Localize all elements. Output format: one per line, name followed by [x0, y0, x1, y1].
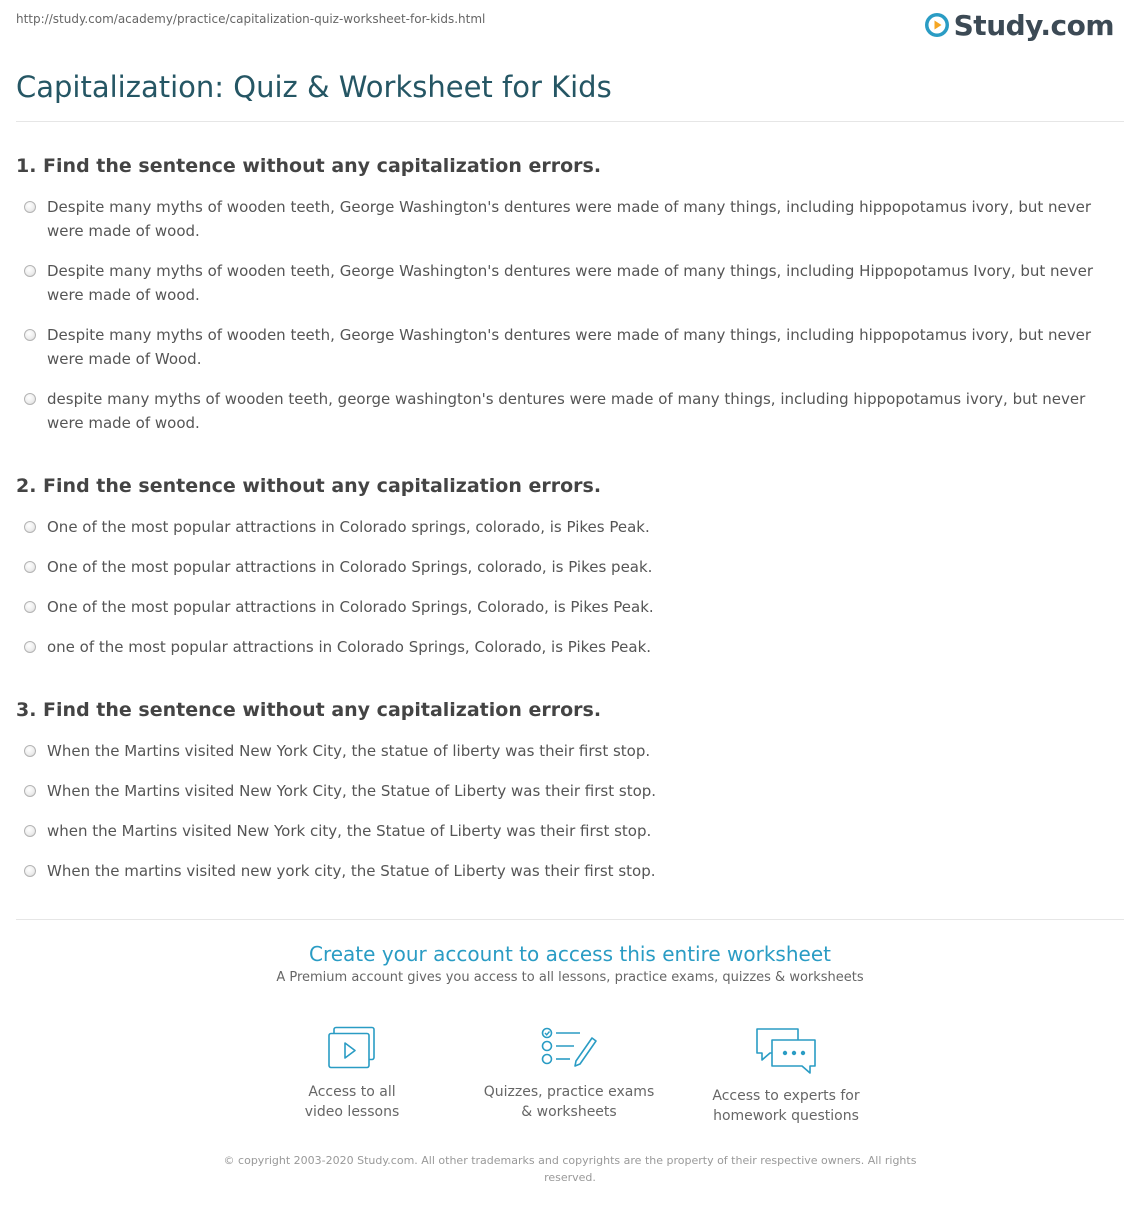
copyright-notice: © copyright 2003-2020 Study.com. All other trademarks and copyrights are the property of their respective owners. All rights reserved.: [223, 1154, 917, 1184]
radio-button[interactable]: [24, 201, 36, 213]
radio-button[interactable]: [24, 265, 36, 277]
signup-cta: [0, 942, 1140, 985]
quiz-checklist-icon: [540, 1026, 598, 1072]
play-circle-icon: [924, 12, 950, 38]
answer-options: [16, 195, 1126, 435]
question-title: 1. Find the sentence without any capitalization errors.: [16, 155, 602, 177]
question-1: [16, 155, 1126, 435]
option-text: When the Martins visited New York City, the Statue of Liberty was their first stop.: [47, 782, 657, 800]
option-text: one of the most popular attractions in Colorado Springs, Colorado, is Pikes Peak.: [47, 638, 652, 656]
question-3: [16, 699, 1126, 883]
study-logo[interactable]: [924, 6, 1114, 44]
radio-button[interactable]: [24, 601, 36, 613]
option-text: When the martins visited new york city, the Statue of Liberty was their first stop.: [47, 862, 656, 880]
question-title: 2. Find the sentence without any capitalization errors.: [16, 475, 602, 497]
answer-option[interactable]: [16, 555, 1126, 579]
answer-option[interactable]: [16, 859, 1126, 883]
top-bar: [0, 0, 1140, 50]
radio-button[interactable]: [24, 825, 36, 837]
answer-options: [16, 515, 1126, 659]
cta-subtitle: A Premium account gives you access to all lessons, practice exams, quizzes & worksheets: [276, 970, 864, 985]
answer-options: [16, 739, 1126, 883]
radio-button[interactable]: [24, 745, 36, 757]
option-text: Despite many myths of wooden teeth, George Washington's dentures were made of many things, including hippopotamus ivory, but never were made of wood.: [47, 198, 1092, 240]
radio-button[interactable]: [24, 393, 36, 405]
option-text: when the Martins visited New York city, the Statue of Liberty was their first stop.: [47, 822, 652, 840]
answer-option[interactable]: [16, 739, 1126, 763]
feature-label: Quizzes, practice exams & worksheets: [483, 1084, 655, 1120]
option-text: When the Martins visited New York City, the statue of liberty was their first stop.: [47, 742, 651, 760]
question-title: 3. Find the sentence without any capitalization errors.: [16, 699, 602, 721]
radio-button[interactable]: [24, 865, 36, 877]
page-title: Capitalization: Quiz & Worksheet for Kids: [16, 70, 612, 104]
radio-button[interactable]: [24, 329, 36, 341]
feature-video-lessons: [252, 1026, 452, 1122]
title-divider: [16, 121, 1124, 122]
answer-option[interactable]: [16, 595, 1126, 619]
answer-option[interactable]: [16, 515, 1126, 539]
answer-option[interactable]: [16, 819, 1126, 843]
answer-option[interactable]: [16, 323, 1126, 371]
answer-option[interactable]: [16, 635, 1126, 659]
radio-button[interactable]: [24, 641, 36, 653]
answer-option[interactable]: [16, 387, 1126, 435]
logo-text: Study.com: [953, 8, 1114, 42]
answer-option[interactable]: [16, 195, 1126, 243]
option-text: Despite many myths of wooden teeth, George Washington's dentures were made of many things, including hippopotamus ivory, but never were made of Wood.: [47, 326, 1092, 368]
cta-divider: [16, 919, 1124, 920]
cta-title-link[interactable]: Create your account to access this entire worksheet: [309, 942, 831, 966]
feature-quizzes: [469, 1026, 669, 1122]
option-text: Despite many myths of wooden teeth, George Washington's dentures were made of many things, including Hippopotamus Ivory, but never were made of wood.: [47, 262, 1094, 304]
option-text: One of the most popular attractions in Colorado Springs, Colorado, is Pikes Peak.: [47, 598, 654, 616]
radio-button[interactable]: [24, 785, 36, 797]
answer-option[interactable]: [16, 779, 1126, 803]
page-url[interactable]: http://study.com/academy/practice/capitalization-quiz-worksheet-for-kids.html: [16, 12, 486, 26]
chat-bubbles-icon: [754, 1026, 818, 1076]
radio-button[interactable]: [24, 561, 36, 573]
feature-label: Access to experts for homework questions: [712, 1088, 860, 1124]
question-2: [16, 475, 1126, 659]
option-text: despite many myths of wooden teeth, george washington's dentures were made of many things, including hippopotamus ivory, but never were made of wood.: [47, 390, 1086, 432]
feature-experts: [686, 1026, 886, 1126]
feature-label: Access to all video lessons: [304, 1084, 400, 1120]
option-text: One of the most popular attractions in Colorado Springs, colorado, is Pikes peak.: [47, 558, 653, 576]
video-lessons-icon: [326, 1026, 378, 1072]
radio-button[interactable]: [24, 521, 36, 533]
option-text: One of the most popular attractions in Colorado springs, colorado, is Pikes Peak.: [47, 518, 650, 536]
answer-option[interactable]: [16, 259, 1126, 307]
